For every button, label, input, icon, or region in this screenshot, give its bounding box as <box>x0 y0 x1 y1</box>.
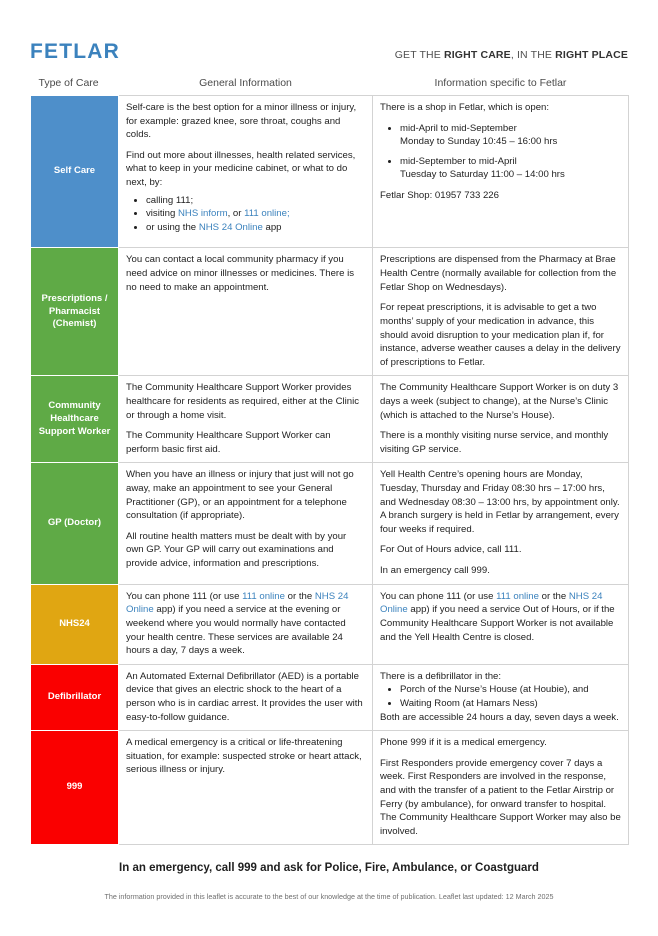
category-label: Prescriptions / Pharmacist (Chemist) <box>41 292 108 330</box>
paragraph: First Responders provide emergency cover 7 days a week. First Responders are involved in the response, and with the transfer of a patient to the Fetlar Airstrip or Ferry (by ambulance), for onward transfer to hospital. The Community Healthcare Support Worker may also be involved. <box>380 757 621 837</box>
list-item <box>146 207 365 221</box>
list-item <box>146 194 365 208</box>
general-info-nhs24 <box>119 584 373 664</box>
brand-title: FETLAR <box>30 40 121 63</box>
text: or the <box>284 590 315 602</box>
general-info-self-care <box>119 96 373 248</box>
masthead <box>30 0 628 72</box>
paragraph: For repeat prescriptions, it is advisable to get a two months’ supply of your medication in advance, this should avoid disruption to your medication plan if, for instance, adverse weather causes a delay in the delivery of prescriptions to Fetlar. <box>380 302 621 368</box>
category-cell-community-healthcare-support-worker <box>31 376 119 463</box>
paragraph: You can contact a local community pharmacy if you need advice on minor illnesses or medicines. There is no need to make an appointment. <box>126 254 355 293</box>
fetlar-info-self-care <box>373 96 629 248</box>
category-label: 999 <box>66 781 83 793</box>
tagline-pre: GET THE <box>394 48 444 61</box>
table-row <box>31 376 629 463</box>
fetlar-info-chsw <box>373 376 629 463</box>
paragraph: Self-care is the best option for a minor illness or injury, for example: grazed knee, sore throat, coughs and colds. <box>126 102 357 141</box>
paragraph: For Out of Hours advice, call 111. <box>380 544 522 556</box>
text: app) if you need a service at the evening or weekend where you would normally have contacted your health centre. These services are available 24 hours a day, 7 days a week. <box>126 604 346 657</box>
paragraph <box>126 590 365 658</box>
tagline-bold-right-place: RIGHT PLACE <box>555 48 628 61</box>
emergency-banner: In an emergency, call 999 and ask for Police, Fire, Ambulance, or Coastguard <box>119 862 539 875</box>
table-header-row <box>31 72 629 96</box>
paragraph: All routine health matters must be dealt with by your own GP. Your GP will carry out examinations and provide advice, information and prescriptions. <box>126 530 347 570</box>
list-item: • Waiting Room (at Hamars Ness) <box>400 697 621 711</box>
category-label: GP (Doctor) <box>47 517 102 529</box>
paragraph: An Automated External Defibrillator (AED) is a portable device that gives an electric shock to the heart of a person who is in cardiac arrest. It provides the user with easy-to-follow guidance. <box>126 670 363 723</box>
fetlar-info-defibrillator <box>373 664 629 730</box>
text: app) if you need a service Out of Hours, or if the Community Healthcare Support Worker is not available and the Yell Health Centre is closed. <box>380 604 615 643</box>
paragraph: The Community Healthcare Support Worker can perform basic first aid. <box>126 430 331 455</box>
fetlar-info-nhs24 <box>373 584 629 664</box>
link-nhs-inform[interactable]: NHS inform <box>178 208 228 220</box>
bullet-list <box>380 122 621 182</box>
care-table <box>30 72 629 845</box>
column-header-type-of-care: Type of Care <box>31 72 119 96</box>
general-info-chsw <box>119 376 373 463</box>
tagline <box>395 50 628 63</box>
paragraph: A medical emergency is a critical or life-threatening situation, for example: suspected stroke or heart attack, serious illness or injury. <box>126 737 362 776</box>
text: You can phone 111 (or use <box>126 590 243 602</box>
list-item-text: app <box>262 221 282 233</box>
category-label: NHS24 <box>59 617 90 629</box>
list-item: • mid-April to mid-September Monday to Sunday 10:45 – 16:00 hrs <box>400 122 621 149</box>
tagline-mid: , IN THE <box>510 48 556 61</box>
column-header-fetlar-information: Information specific to Fetlar <box>373 72 629 96</box>
paragraph: Both are accessible 24 hours a day, seven days a week. <box>380 711 619 723</box>
general-info-gp <box>119 463 373 584</box>
text: You can phone 111 (or use <box>380 590 497 602</box>
paragraph: The Community Healthcare Support Worker is on duty 3 days a week (subject to change), at the Nurse’s Clinic (which is attached to the Nurse’s House). <box>380 382 619 421</box>
category-label: Self Care <box>53 165 96 177</box>
paragraph: The Community Healthcare Support Worker provides healthcare for residents as required, either at the Clinic or through a home visit. <box>126 382 360 421</box>
bullet-list <box>380 683 621 710</box>
fetlar-info-gp <box>373 463 629 584</box>
list-item-text: calling 111; <box>146 194 194 206</box>
list-item-text: visiting <box>146 208 178 220</box>
category-label: Community Healthcare Support Worker <box>38 400 111 437</box>
table-body <box>31 96 629 845</box>
paragraph: Phone 999 if it is a medical emergency. <box>380 737 547 749</box>
category-cell-self-care <box>31 96 119 248</box>
paragraph: Prescriptions are dispensed from the Pharmacy at Brae Health Centre (normally available for collection from the Fetlar Shop on Wednesdays). <box>380 254 617 293</box>
link-nhs-24-online[interactable]: NHS 24 Online <box>380 590 603 616</box>
paragraph: In an emergency call 999. <box>380 565 490 577</box>
link-111-online[interactable]: 111 online <box>496 590 539 602</box>
paragraph: Find out more about illnesses, health related services, what to keep in your medicine cabinet, or what to do next, by: <box>126 149 356 189</box>
paragraph: There is a defibrillator in the: <box>380 670 502 682</box>
general-info-defibrillator <box>119 664 373 730</box>
category-cell-defibrillator <box>31 664 119 730</box>
bullet-list <box>126 194 365 235</box>
paragraph: There is a shop in Fetlar, which is open: <box>380 102 550 113</box>
paragraph: When you have an illness or injury that just will not go away, make an appointment to see your General Practitioner (GP), or an appointment for a telephone consultation (if appropriate). <box>126 469 354 522</box>
link-nhs-24-online[interactable]: NHS 24 Online <box>198 221 263 233</box>
link-nhs-24-online[interactable]: NHS 24 Online <box>126 590 349 616</box>
paragraph: Yell Health Centre’s opening hours are Monday, Tuesday, Thursday and Friday 08:30 hrs – 17:00 hrs, and Wednesday 08:30 – 13:00 hrs, by appointment only. A branch surgery is held in Fetlar by arrangement, every four weeks if required. <box>380 469 620 535</box>
table-row <box>31 584 629 664</box>
fetlar-info-999 <box>373 731 629 845</box>
table-row <box>31 463 629 584</box>
table-row <box>31 248 629 376</box>
column-header-general-information: General Information <box>119 72 373 96</box>
general-info-999 <box>119 731 373 845</box>
text: or the <box>538 590 569 602</box>
table-row <box>31 731 629 845</box>
list-item: • mid-September to mid-April Tuesday to Saturday 11:00 – 14:00 hrs <box>400 155 621 182</box>
list-item-text: , or <box>227 208 245 220</box>
table-row <box>31 96 629 248</box>
list-item-text: or using the <box>146 221 199 233</box>
category-cell-999 <box>31 731 119 845</box>
category-cell-gp-doctor <box>31 463 119 584</box>
paragraph: There is a monthly visiting nurse service, and monthly visiting GP service. <box>380 430 609 455</box>
tagline-bold-right-care: RIGHT CARE <box>443 48 511 61</box>
paragraph: Fetlar Shop: 01957 733 226 <box>380 190 499 202</box>
category-cell-nhs24 <box>31 584 119 664</box>
link-111-online[interactable]: 111 online; <box>244 208 290 220</box>
general-info-prescriptions <box>119 248 373 376</box>
list-item: • Porch of the Nurse’s House (at Houbie), and <box>400 683 621 697</box>
category-cell-prescriptions <box>31 248 119 376</box>
fetlar-info-prescriptions <box>373 248 629 376</box>
category-label: Defibrillator <box>47 691 102 703</box>
link-111-online[interactable]: 111 online <box>242 590 285 602</box>
paragraph <box>380 590 621 644</box>
disclaimer-text: The information provided in this leaflet is accurate to the best of our knowledge at the time of publication. Leaflet last updated: 12 March 2025 <box>104 892 554 902</box>
list-item <box>146 221 365 235</box>
table-row <box>31 664 629 730</box>
